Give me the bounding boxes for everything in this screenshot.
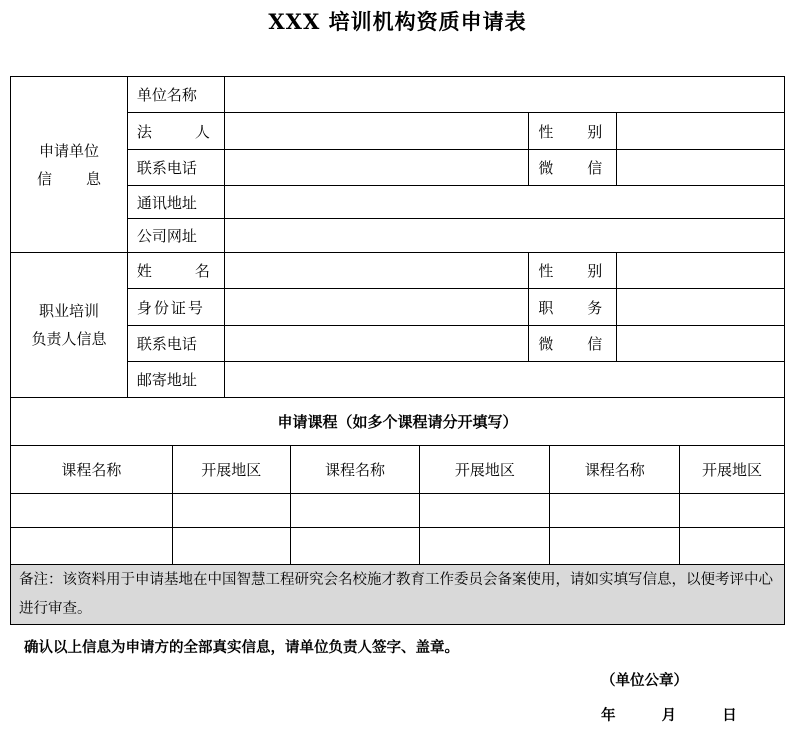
course-cell[interactable]	[172, 528, 290, 565]
unit-gender-label: 性 别	[529, 113, 617, 150]
legal-person-field[interactable]	[224, 113, 528, 150]
mail-address-field[interactable]	[224, 362, 784, 398]
course-cell[interactable]	[290, 528, 420, 565]
course-row	[11, 528, 785, 565]
course-header-region: 开展地区	[420, 446, 550, 494]
date-line	[601, 704, 737, 725]
course-table	[10, 397, 785, 625]
unit-address-label: 通讯地址	[127, 186, 224, 219]
position-label: 职 务	[529, 289, 617, 326]
unit-name-field[interactable]	[224, 77, 784, 113]
course-cell[interactable]	[420, 494, 550, 528]
unit-website-field[interactable]	[224, 219, 784, 253]
date-year: 年	[601, 708, 616, 724]
course-cell[interactable]	[290, 494, 420, 528]
person-gender-field[interactable]	[617, 253, 785, 289]
person-phone-label: 联系电话	[127, 326, 224, 362]
unit-phone-field[interactable]	[224, 150, 528, 186]
course-header-region: 开展地区	[680, 446, 785, 494]
unit-wechat-label: 微 信	[529, 150, 617, 186]
course-section-title: 申请课程（如多个课程请分开填写）	[11, 398, 785, 446]
person-gender-label: 性 别	[529, 253, 617, 289]
date-day: 日	[722, 708, 737, 724]
course-cell[interactable]	[11, 494, 173, 528]
person-name-field[interactable]	[224, 253, 528, 289]
mail-address-label: 邮寄地址	[127, 362, 224, 398]
course-header-name: 课程名称	[550, 446, 680, 494]
course-header-name: 课程名称	[11, 446, 173, 494]
id-number-label: 身份证号	[127, 289, 224, 326]
course-row	[11, 494, 785, 528]
note-text: 备注：该资料用于申请基地在中国智慧工程研究会名校施才教育工作委员会备案使用，请如实填写信息，以便考评中心进行审查。	[11, 565, 785, 625]
person-wechat-label: 微 信	[529, 326, 617, 362]
course-cell[interactable]	[550, 494, 680, 528]
unit-name-label: 单位名称	[127, 77, 224, 113]
unit-address-field[interactable]	[224, 186, 784, 219]
course-cell[interactable]	[172, 494, 290, 528]
course-cell[interactable]	[680, 528, 785, 565]
unit-gender-field[interactable]	[617, 113, 785, 150]
unit-info-group-label: 申请单位 信 息	[11, 77, 128, 253]
unit-website-label: 公司网址	[127, 219, 224, 253]
confirmation-statement: 确认以上信息为申请方的全部真实信息，请单位负责人签字、盖章。	[24, 640, 459, 656]
course-header-name: 课程名称	[290, 446, 420, 494]
unit-seal-label: （单位公章）	[601, 673, 688, 689]
person-phone-field[interactable]	[224, 326, 528, 362]
course-cell[interactable]	[550, 528, 680, 565]
person-name-label: 姓 名	[127, 253, 224, 289]
id-number-field[interactable]	[224, 289, 528, 326]
person-wechat-field[interactable]	[617, 326, 785, 362]
course-header-region: 开展地区	[172, 446, 290, 494]
course-cell[interactable]	[11, 528, 173, 565]
form-title: XXX 培训机构资质申请表	[268, 9, 527, 34]
person-info-group-label: 职业培训 负责人信息	[11, 253, 128, 398]
course-cell[interactable]	[420, 528, 550, 565]
course-cell[interactable]	[680, 494, 785, 528]
date-month: 月	[661, 708, 677, 724]
unit-wechat-field[interactable]	[617, 150, 785, 186]
legal-person-label: 法 人	[127, 113, 224, 150]
position-field[interactable]	[617, 289, 785, 326]
unit-phone-label: 联系电话	[127, 150, 224, 186]
info-table	[10, 76, 785, 398]
